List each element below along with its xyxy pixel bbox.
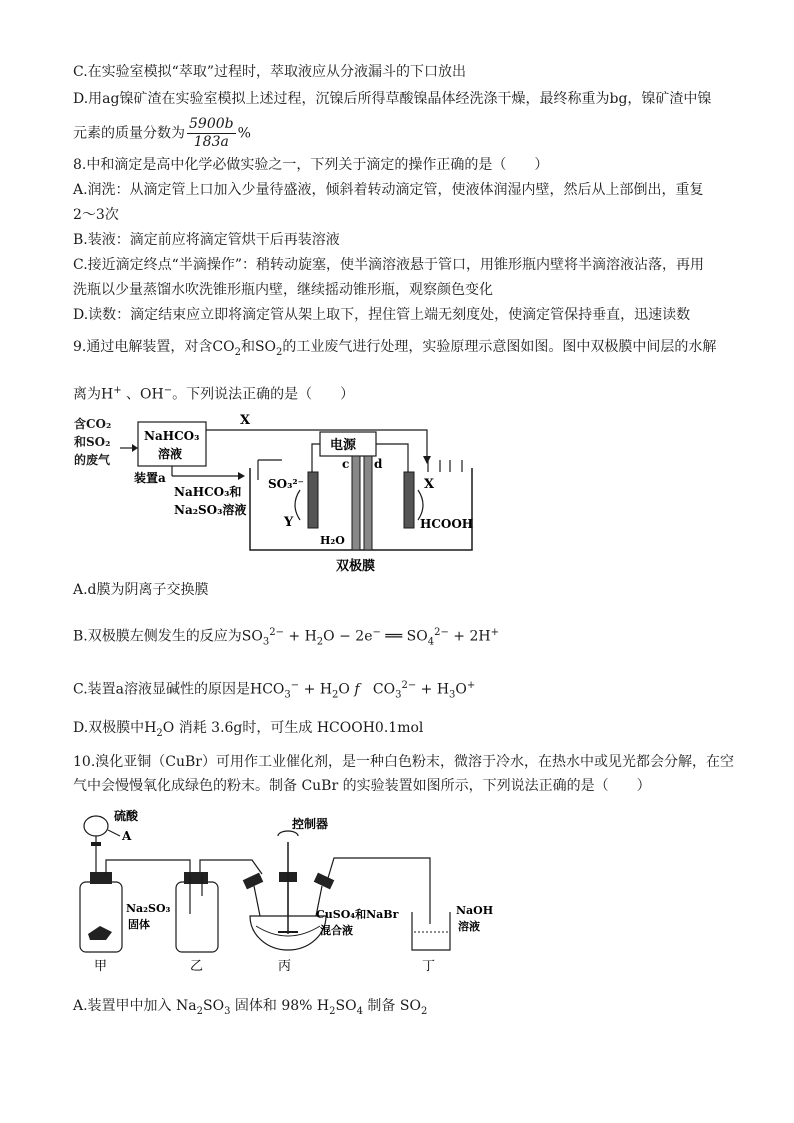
tube-2 xyxy=(200,860,262,874)
bottle-jia xyxy=(80,882,122,952)
neck-right xyxy=(314,873,335,890)
q8-option-c-line2: 洗瓶以少量蒸馏水吹洗锥形瓶内壁，继续摇动锥形瓶，观察颜色变化 xyxy=(73,282,493,298)
left-electrode xyxy=(308,472,318,528)
q7-option-d-prefix: 元素的质量分数为 xyxy=(73,125,185,142)
inlet-arrowhead xyxy=(132,444,138,452)
q9-option-b: B.双极膜左侧发生的反应为$SO_3^{2-} + H_2O - 2e^-$ ══ $SO_4^{2-} + 2H^+$ xyxy=(73,627,499,648)
mass-fraction xyxy=(187,116,236,151)
q9-stem-line2: 离为H+ 、OH−。下列说法正确的是（ ） xyxy=(73,385,355,403)
q9-option-d-b: 消耗 3.6g时，可生成 HCOOH0.1mol xyxy=(178,720,424,736)
na2so3-label: Na₂SO₃ xyxy=(126,902,171,915)
funnel-bulb xyxy=(84,816,108,836)
q9-stem-line2-b: 。下列说法正确的是（ ） xyxy=(172,386,355,403)
neck-left xyxy=(243,873,264,890)
gas-label-3: 的废气 xyxy=(74,453,111,467)
q10-stem-line1: 10.溴化亚铜（CuBr）可用作工业催化剂，是一种白色粉末，微溶于冷水，在热水中或见光都会分解，在空 xyxy=(73,754,734,770)
q8-option-a-line1: A.润洗：从滴定管上口加入少量待盛液，倾斜着转动滴定管，使液体润湿内壁，然后从上部倒出，重复 xyxy=(73,182,704,198)
x-top-label: X xyxy=(240,413,251,428)
acid-label: 硫酸 xyxy=(114,809,139,823)
hcooh-label: HCOOH xyxy=(420,517,474,531)
q9-option-a: A.d膜为阴离子交换膜 xyxy=(73,582,209,598)
q8-option-a-line2: 2～3次 xyxy=(73,207,119,223)
controller-label: 控制器 xyxy=(292,817,329,831)
q7-option-c: C.在实验室模拟“萃取”过程时，萃取液应从分液漏斗的下口放出 xyxy=(73,64,466,80)
q9-stem-part-b: 和 xyxy=(240,339,255,355)
stopper-jia xyxy=(90,872,112,884)
power-label: 电源 xyxy=(330,438,357,453)
box-label-1: NaHCO₃ xyxy=(144,429,200,443)
right-reaction-arrow xyxy=(418,490,423,520)
box-label-2: 溶液 xyxy=(158,447,183,461)
solution-label-2: Na₂SO₃溶液 xyxy=(174,503,247,517)
q10-option-a-a: A.装置甲中加入 xyxy=(73,998,172,1014)
solid-pile xyxy=(88,926,112,940)
q9-stem-part-c: 的工业废气进行处理，实验原理示意图如图。图中双极膜中间层的水解 xyxy=(282,339,717,355)
membrane-c xyxy=(352,456,360,550)
x-pipe-arrowhead xyxy=(423,456,431,464)
q9-option-c: C.装置a溶液显碱性的原因是$HCO_3^- + H_2O$ f $CO_3^{2-} + H_3O^+$ xyxy=(73,680,476,701)
mix-label-1: CuSO₄和NaBr xyxy=(316,908,399,921)
c-label: c xyxy=(342,457,350,471)
fraction-denominator: 183a xyxy=(193,134,229,150)
q7-option-d-line1: D.用ag镍矿渣在实验室模拟上述过程，沉镍后所得草酸镍晶体经洗涤干燥，最终称重为bg，镍矿渣中镍 xyxy=(73,91,712,107)
q9-stem-line2-a: 离为 xyxy=(73,386,101,403)
q8-option-d: D.读数：滴定结束应立即将滴定管从架上取下，捏住管上端无刻度处，使滴定管保持垂直，迅速读数 xyxy=(73,307,691,323)
q9-stem-part-a: 9.通过电解装置，对含 xyxy=(73,339,213,355)
label-yi: 乙 xyxy=(190,959,204,974)
gas-label-2: 和SO₂ xyxy=(74,435,111,449)
label-ding: 丁 xyxy=(422,959,436,974)
device-a-label: 装置a xyxy=(134,471,166,485)
q7-option-d-line2 xyxy=(73,116,251,151)
q10-stem-line2: 气中会慢慢氧化成绿色的粉末。制备 CuBr 的实验装置如图所示，下列说法正确的是（ ） xyxy=(73,778,651,794)
q8-option-c-line1: C.接近滴定终点“半滴操作”：稍转动旋塞，使半滴溶液悬于管口，用锥形瓶内壁将半滴溶液沾落，再用 xyxy=(73,257,704,273)
y-label: Y xyxy=(284,515,294,530)
naoh-solution-label: 溶液 xyxy=(458,920,480,933)
left-reaction-arrow xyxy=(295,490,300,520)
electrolysis-diagram xyxy=(72,410,492,575)
right-electrode xyxy=(404,472,414,528)
q9-option-d: D.双极膜中$H_2O$ 消耗 3.6g时，可生成 HCOOH0.1mol xyxy=(73,720,424,739)
beaker-ding xyxy=(412,912,450,950)
q10-option-a-b: 固体和 xyxy=(234,998,277,1014)
q10-option-a: A.装置甲中加入 $Na_2SO_3$ 固体和 98% $H_2SO_4$ 制备 $SO_2$ xyxy=(73,998,428,1017)
solution-arrowhead xyxy=(238,472,245,480)
x-right-label: X xyxy=(424,477,435,492)
bottle-yi xyxy=(176,882,218,952)
q9-option-c-prefix: C.装置a溶液显碱性的原因是 xyxy=(73,681,251,698)
q8-stem: 8.中和滴定是高中化学必做实验之一，下列关于滴定的操作正确的是（ ） xyxy=(73,157,549,173)
a-label: A xyxy=(122,829,132,843)
q9-stem-line1: 9.通过电解装置，对含$CO_2$和$SO_2$的工业废气进行处理，实验原理示意图如图。图中双极膜中间层的水解 xyxy=(73,339,717,358)
membrane-caption: 双极膜 xyxy=(336,559,376,574)
stopper-yi xyxy=(184,872,208,884)
label-jia: 甲 xyxy=(94,959,108,974)
so3-label: SO₃²⁻ xyxy=(268,477,304,491)
mix-label-2: 混合液 xyxy=(320,924,353,937)
naoh-label: NaOH xyxy=(456,904,494,917)
h2o-label: H₂O xyxy=(320,534,345,547)
label-bing: 丙 xyxy=(278,959,292,974)
q10-option-a-c: 制备 xyxy=(367,998,396,1014)
fraction-numerator: 5900b xyxy=(189,116,234,132)
q8-option-b: B.装液：滴定前应将滴定管烘干后再装溶液 xyxy=(73,232,340,248)
membrane-d xyxy=(364,456,372,550)
solid-label: 固体 xyxy=(128,918,150,931)
q9-option-b-prefix: B.双极膜左侧发生的反应为 xyxy=(73,628,242,645)
apparatus-diagram xyxy=(72,806,502,978)
d-label: d xyxy=(374,457,383,471)
rotation-arrow xyxy=(278,831,298,836)
percent-sign: % xyxy=(237,125,251,142)
tube-1 xyxy=(106,860,190,874)
solution-label-1: NaHCO₃和 xyxy=(174,485,242,499)
q9-option-d-a: D.双极膜中 xyxy=(73,720,145,736)
gas-label-1: 含CO₂ xyxy=(74,417,112,431)
stopcock xyxy=(91,842,101,846)
wire-left xyxy=(312,444,320,472)
